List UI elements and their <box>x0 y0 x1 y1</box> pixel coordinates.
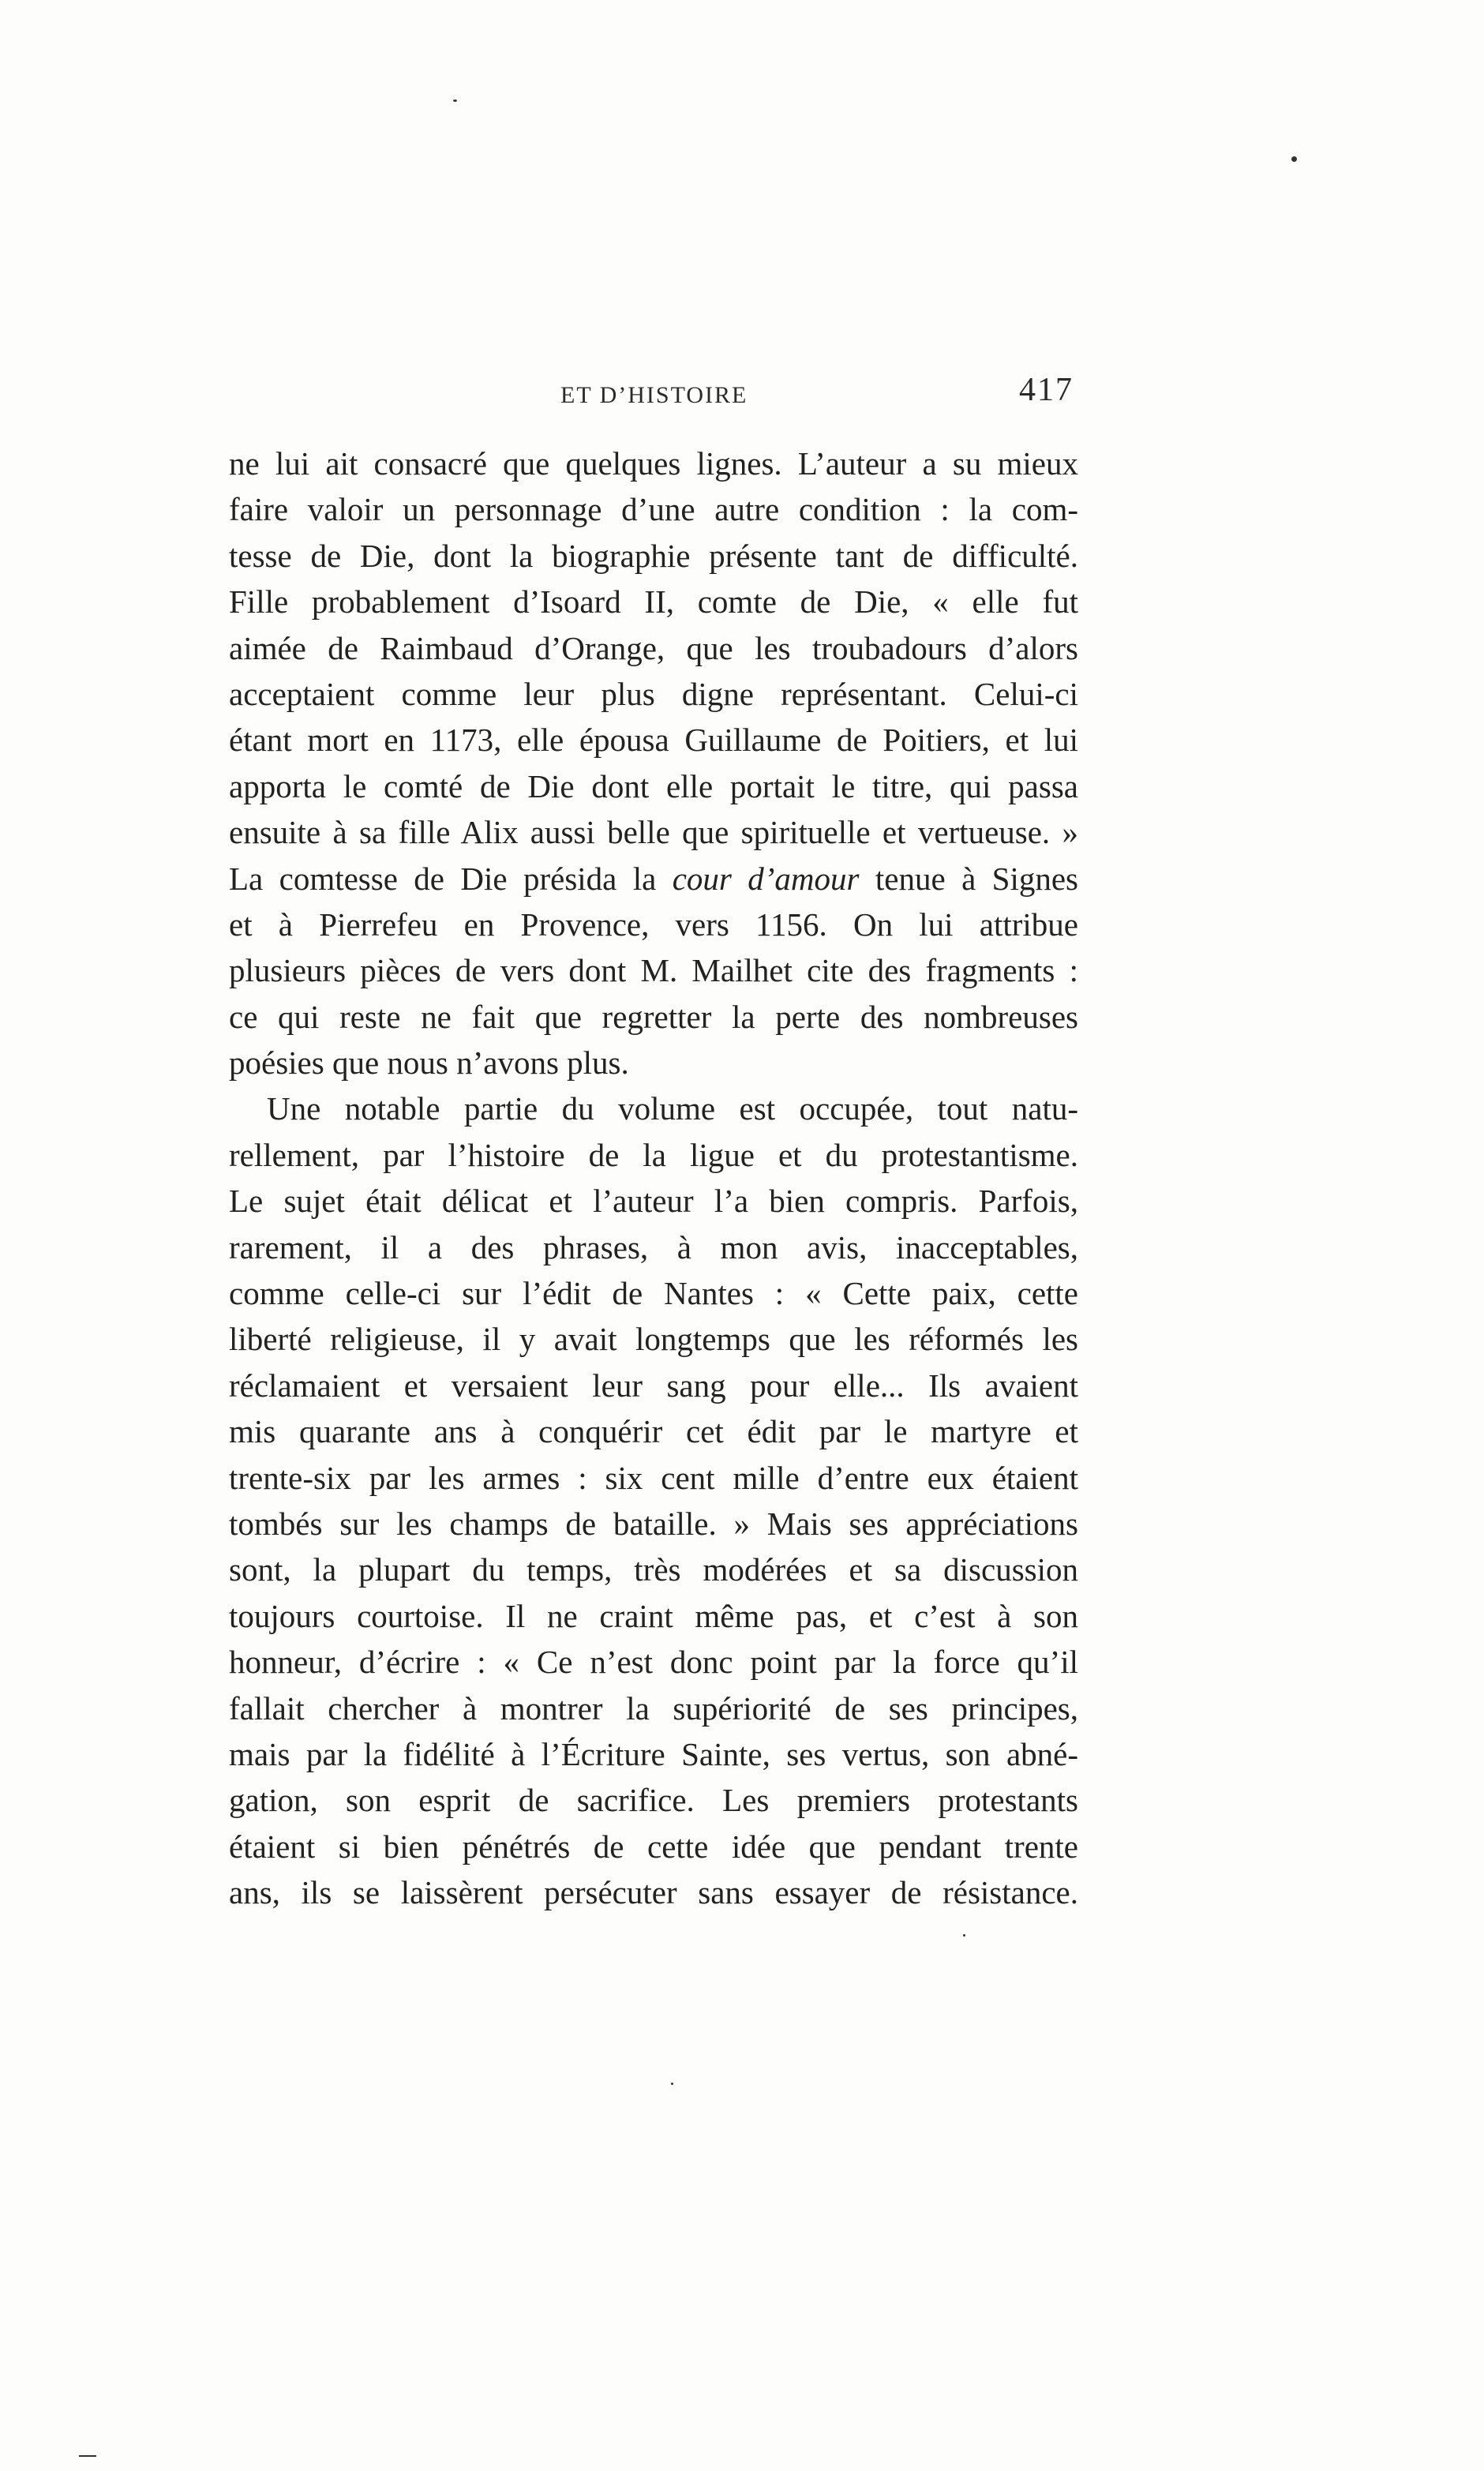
text-line: apporta le comté de Die dont elle portait le titre, qui passa <box>229 767 1078 804</box>
text-line: Le sujet était délicat et l’auteur l’a bien compris. Parfois, <box>229 1183 1078 1220</box>
scan-speck <box>79 2455 96 2457</box>
running-head <box>229 371 1081 418</box>
text-line: acceptaient comme leur plus digne représentant. Celui-ci <box>229 675 1078 712</box>
running-title: ET D’HISTOIRE <box>560 382 748 408</box>
text-line: honneur, d’écrire : « Ce n’est donc point par la force qu’il <box>229 1644 1078 1681</box>
text-line: ce qui reste ne fait que regretter la perte des nombreuses <box>229 998 1078 1035</box>
text-line: fallait chercher à montrer la supériorité de ses principes, <box>229 1689 1078 1727</box>
text-line: tesse de Die, dont la biographie présente tant de difficulté. <box>229 537 1078 574</box>
paragraph-start-line: Une notable partie du volume est occupée, tout natu- <box>267 1090 1078 1127</box>
scan-speck <box>671 2083 673 2085</box>
text-line: toujours courtoise. Il ne craint même pas, et c’est à son <box>229 1597 1078 1634</box>
text-line: mais par la fidélité à l’Écriture Sainte, ses vertus, son abné- <box>229 1735 1078 1772</box>
text-line: Fille probablement d’Isoard II, comte de Die, « elle fut <box>229 583 1078 621</box>
text-line: ans, ils se laissèrent persécuter sans essayer de résistance. <box>229 1874 1078 1911</box>
paragraph-end-line: poésies que nous n’avons plus. <box>229 1044 629 1082</box>
text-line: gation, son esprit de sacrifice. Les premiers protestants <box>229 1782 1078 1819</box>
text-line: réclamaient et versaient leur sang pour elle... Ils avaient <box>229 1367 1078 1404</box>
scan-speck <box>963 1934 965 1937</box>
text-line: étant mort en 1173, elle épousa Guillaume de Poitiers, et lui <box>229 722 1078 759</box>
text-line: liberté religieuse, il y avait longtemps que les réformés les <box>229 1321 1078 1358</box>
text-line: ensuite à sa fille Alix aussi belle que spirituelle et vertueuse. » <box>229 814 1078 851</box>
text-line: plusieurs pièces de vers dont M. Mailhet cite des fragments : <box>229 952 1078 989</box>
text-line: trente-six par les armes : six cent mille d’entre eux étaient <box>229 1459 1078 1496</box>
text-line: sont, la plupart du temps, très modérées et sa discussion <box>229 1551 1078 1588</box>
text-fragment: tenue à Signes <box>875 860 1078 897</box>
scan-speck <box>1291 156 1297 162</box>
text-line: étaient si bien pénétrés de cette idée que pendant trente <box>229 1828 1078 1865</box>
text-line: ne lui ait consacré que quelques lignes. L’auteur a su mieux <box>229 445 1078 482</box>
text-line: aimée de Raimbaud d’Orange, que les troubadours d’alors <box>229 629 1078 666</box>
text-line: comme celle-ci sur l’édit de Nantes : « Cette paix, cette <box>229 1275 1078 1312</box>
page-number: 417 <box>1019 372 1074 408</box>
text-line: rellement, par l’histoire de la ligue et du protestantisme. <box>229 1136 1078 1173</box>
text-line: et à Pierrefeu en Provence, vers 1156. On lui attribue <box>229 906 1078 943</box>
scan-speck <box>453 99 457 102</box>
italic-phrase: cour d’amour <box>672 860 860 897</box>
text-line-with-italic <box>229 856 1078 902</box>
text-line: tombés sur les champs de bataille. » Mais ses appréciations <box>229 1505 1078 1542</box>
text-line: rarement, il a des phrases, à mon avis, inacceptables, <box>229 1228 1078 1265</box>
body-text <box>229 441 1078 1916</box>
text-line: mis quarante ans à conquérir cet édit par le martyre et <box>229 1413 1078 1450</box>
text-line: faire valoir un personnage d’une autre condition : la com- <box>229 491 1078 528</box>
text-fragment: La comtesse de Die présida la <box>229 860 657 897</box>
